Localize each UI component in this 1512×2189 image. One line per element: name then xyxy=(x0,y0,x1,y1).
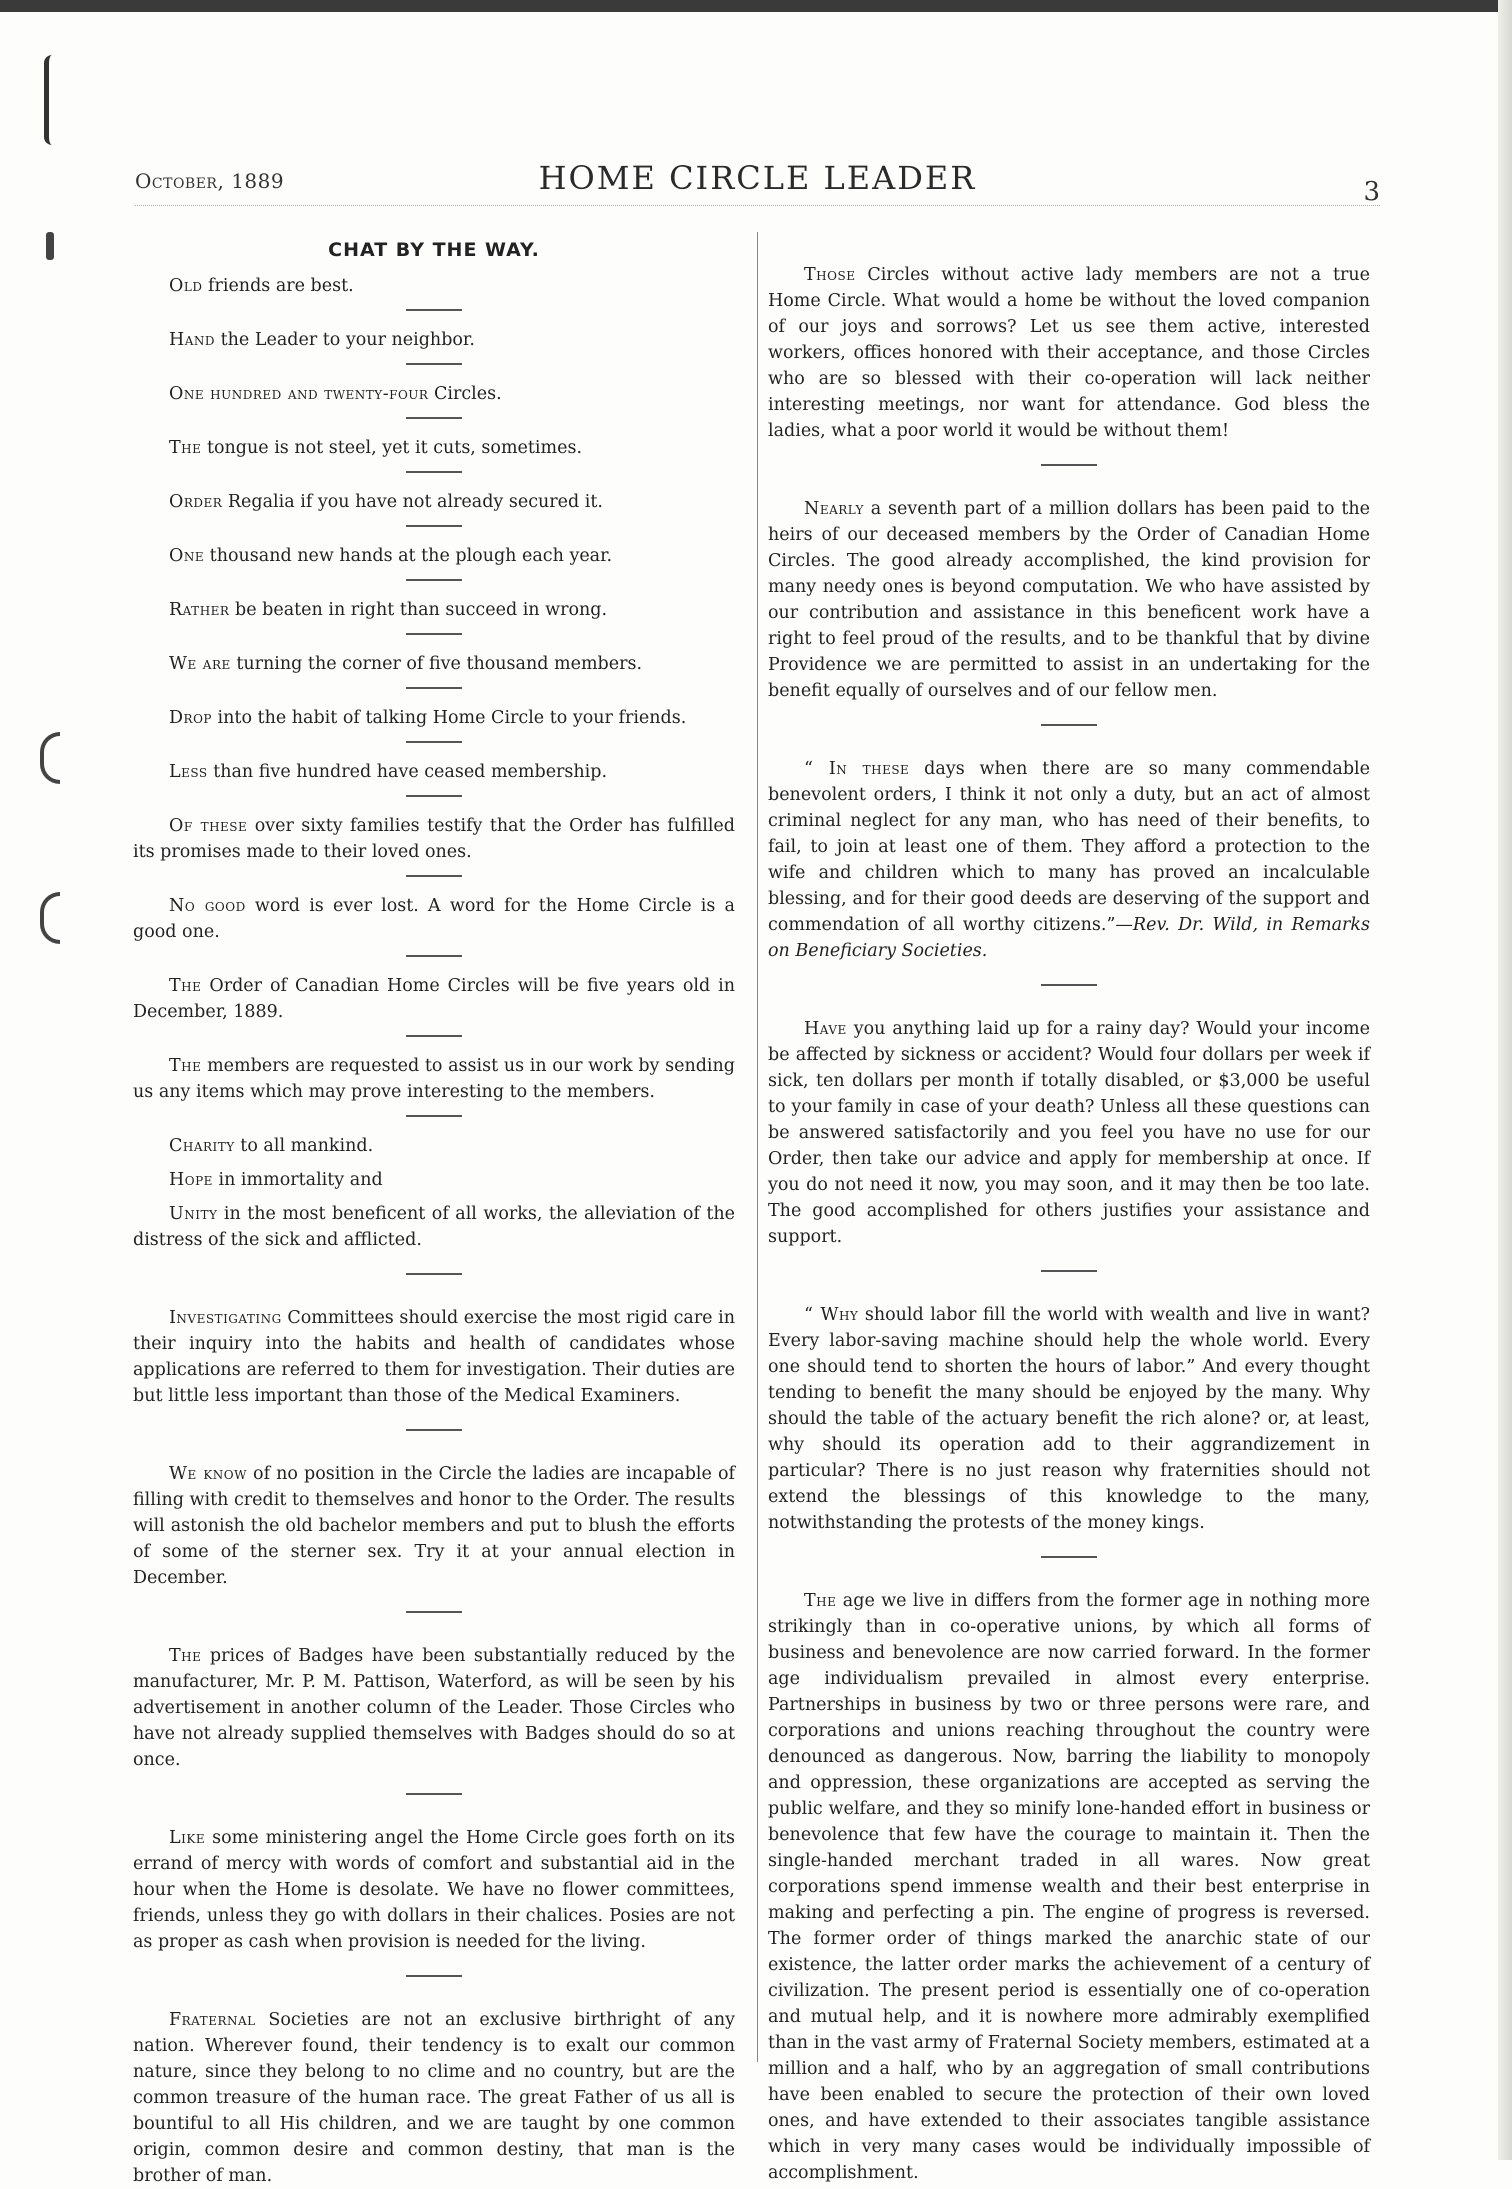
paragraph-lead: “ Why xyxy=(804,1305,859,1325)
paragraph-text: a seventh part of a million dollars has been paid to the heirs of our deceased members by the Order of Canadian Home Circles. The good already accomplished, the kind provision for many needy ones is beyond computation. We who have assisted by our contribution and assistance in this beneficent work have a right to feel proud of the results, and to be thankful that by divine Providence we are permitted to assist in an undertaking for the benefit equally of ourselves and of our fellow men. xyxy=(768,499,1370,701)
paragraph xyxy=(133,2007,735,2189)
paragraph-lead: Less xyxy=(169,762,208,782)
page-header xyxy=(135,155,1380,207)
binding-hole xyxy=(40,892,60,944)
paragraph-text: to all mankind. xyxy=(234,1136,374,1156)
paragraph-text: some ministering angel the Home Circle goes forth on its errand of mercy with words of comfort and substantial aid in the hour when the Home is desolate. We have no flower committees, friends, unless they go with dollars in their chalices. Posies are not as proper as cash when provision is needed for the living. xyxy=(133,1828,735,1952)
column-divider xyxy=(757,232,758,2062)
publication-title: HOME CIRCLE LEADER xyxy=(538,159,977,197)
paragraph xyxy=(133,813,735,865)
separator-rule xyxy=(406,1035,462,1037)
paragraph-lead: Unity xyxy=(169,1204,218,1224)
paragraph xyxy=(133,759,735,785)
separator-rule xyxy=(1041,984,1097,986)
paragraph xyxy=(768,756,1370,964)
paragraph-text: thousand new hands at the plough each year. xyxy=(204,546,613,566)
paragraph xyxy=(133,973,735,1025)
paragraph-lead: Drop xyxy=(169,708,212,728)
paragraph-text: the Leader to your neighbor. xyxy=(215,330,475,350)
separator-rule xyxy=(406,1793,462,1795)
separator-rule xyxy=(406,875,462,877)
paragraph-lead: We know xyxy=(169,1464,247,1484)
paragraph-text: in immortality and xyxy=(212,1170,383,1190)
paragraph-text: days when there are so many commendable benevolent orders, I think it not only a duty, but an act of almost criminal neglect for any man, who has need of their benefits, to fail, to join at least one of them. They afford a protection to the wife and children which to many has proved an incalculable blessing, and for their good deeds are deserving of the support and commendation of all worthy citizens.” xyxy=(768,759,1370,935)
paragraph-lead: Hand xyxy=(169,330,216,350)
paragraph-lead: The xyxy=(169,1056,202,1076)
paragraph-text: age we live in differs from the former age in nothing more strikingly than in co-operative unions, by which all forms of business and benevolence are now carried forward. In the former age individualism prevailed in almost every enterprise. Partnerships in business by two or three persons were rare, and corporations and unions reaching throughout the country were denounced as dangerous. Now, barring the liability to monopoly and oppression, these organizations are accepted as serving the public welfare, and they so minify lone-handed effort in business or benevolence that few have the courage to maintain it. Then the single-handed merchant traded in all wares. Now great corporations spend immense wealth and their best enterprise in making and perfecting a pin. The engine of progress is reversed. The former order of things marked the anarchic state of our existence, the latter order marks the achievement of a century of civilization. The present period is essentially one of co-operation and mutual help, and it is nowhere more admirably exemplified than in the vast army of Fraternal Society members, estimated at a million and a half, who by an aggregation of small contributions have been enabled to secure the protection of their own loved ones, and have extended to their associates tangible assistance which in very many cases would be individually impossible of accomplishment. xyxy=(768,1591,1370,2183)
paragraph xyxy=(768,1016,1370,1250)
header-rule xyxy=(135,205,1380,206)
separator-rule xyxy=(406,687,462,689)
paragraph-text: members are requested to assist us in our work by sending us any items which may prove interesting to the members. xyxy=(133,1056,735,1102)
paragraph xyxy=(133,893,735,945)
paragraph xyxy=(133,597,735,623)
paragraph xyxy=(133,327,735,353)
paragraph-text: word is ever lost. A word for the Home Circle is a good one. xyxy=(133,896,735,942)
paragraph-text: you anything laid up for a rainy day? Would your income be affected by sickness or accident? Would four dollars per week if sick, ten dollars per month if totally disabled, or $3,000 be useful to your family in case of your death? Unless all these questions can be answered satisfactorily and you feel you have no use for our Order, then take our advice and apply for membership at once. If you do not need it now, you may soon, and it may then be too late. The good accomplished for others justifies your assistance and support. xyxy=(768,1019,1370,1247)
paragraph xyxy=(133,1305,735,1409)
left-column xyxy=(133,232,735,2189)
paragraph-lead: One xyxy=(169,546,205,566)
separator-rule xyxy=(406,1273,462,1275)
separator-rule xyxy=(1041,464,1097,466)
separator-rule xyxy=(406,1429,462,1431)
paragraph-lead: Order xyxy=(169,492,223,512)
paragraph xyxy=(133,1825,735,1955)
paragraph-lead: Like xyxy=(169,1828,206,1848)
separator-rule xyxy=(406,471,462,473)
quote-attribution: —Rev. Dr. Wild, in Remarks on Beneficiary Societies. xyxy=(768,915,1370,961)
paragraph-lead: Investigating xyxy=(169,1308,282,1328)
separator-rule xyxy=(406,955,462,957)
paragraph xyxy=(768,496,1370,704)
separator-rule xyxy=(1041,724,1097,726)
separator-rule xyxy=(406,1975,462,1977)
separator-rule xyxy=(406,309,462,311)
paragraph-text: into the habit of talking Home Circle to your friends. xyxy=(211,708,687,728)
paragraph xyxy=(768,1302,1370,1536)
paragraph-lead: Charity xyxy=(169,1136,235,1156)
paragraph xyxy=(133,435,735,461)
paragraph-lead: The xyxy=(169,1646,202,1666)
paragraph-text: Regalia if you have not already secured it. xyxy=(222,492,603,512)
separator-rule xyxy=(1041,1556,1097,1558)
separator-rule xyxy=(406,525,462,527)
paragraph xyxy=(133,543,735,569)
paragraph-lead: Old xyxy=(169,276,203,296)
paragraph-text: over sixty families testify that the Order has fulfilled its promises made to their loved ones. xyxy=(133,816,735,862)
binding-mark xyxy=(44,55,61,145)
page-right-edge xyxy=(1498,0,1512,2160)
paragraph-lead: Fraternal xyxy=(169,2010,256,2030)
paragraph-text: in the most beneficent of all works, the alleviation of the distress of the sick and afflicted. xyxy=(133,1204,735,1250)
paragraph-text: turning the corner of five thousand members. xyxy=(230,654,643,674)
paragraph xyxy=(133,273,735,299)
paragraph-text: Circles. xyxy=(428,384,502,404)
paragraph-lead: Have xyxy=(804,1019,847,1039)
paragraph xyxy=(133,1053,735,1105)
paragraph-lead: Of these xyxy=(169,816,248,836)
binding-mark xyxy=(46,232,54,260)
separator-rule xyxy=(406,633,462,635)
paragraph-text: tongue is not steel, yet it cuts, sometimes. xyxy=(201,438,583,458)
section-heading: CHAT BY THE WAY. xyxy=(328,239,540,261)
paragraph-lead: No good xyxy=(169,896,246,916)
paragraph-lead: “ In these xyxy=(804,759,910,779)
paragraph-text: prices of Badges have been substantially reduced by the manufacturer, Mr. P. M. Pattison, Waterford, as will be seen by his advertisement in another column of the Leader. Those Circles who have not already supplied themselves with Badges should do so at once. xyxy=(133,1646,735,1770)
page-number: 3 xyxy=(1363,177,1380,207)
separator-rule xyxy=(406,363,462,365)
paragraph xyxy=(768,262,1370,444)
paragraph-lead: Rather xyxy=(169,600,230,620)
paragraph-text: Order of Canadian Home Circles will be five years old in December, 1889. xyxy=(133,976,735,1022)
paragraph-text: friends are best. xyxy=(202,276,354,296)
paragraph-text: should labor fill the world with wealth and live in want? Every labor-saving machine should help the whole world. Every one should tend to shorten the hours of labor.” And every thought tending to benefit the many should be enjoyed by the many. Why should the table of the actuary benefit the rich alone? or, at least, why should its operation add to their aggrandizement in particular? There is no just reason why fraternities should not extend the blessings of this knowledge to the many, notwithstanding the protests of the money kings. xyxy=(768,1305,1371,1533)
paragraph xyxy=(133,489,735,515)
paragraph-lead: The xyxy=(169,438,202,458)
right-column xyxy=(768,232,1370,2186)
paragraph-text: Committees should exercise the most rigid care in their inquiry into the habits and health of candidates whose applications are referred to them for investigation. Their duties are but little less important than those of the Medical Examiners. xyxy=(133,1308,735,1406)
paragraph xyxy=(133,1133,735,1159)
paragraph-lead: The xyxy=(804,1591,837,1611)
binding-hole xyxy=(40,732,60,784)
paragraph-text: Circles without active lady members are not a true Home Circle. What would a home be without the loved companion of our joys and sorrows? Let us see them active, interested workers, offices honored with their acceptance, and those Circles who are so blessed with their co-operation will lack neither interesting meetings, nor want for attendance. God bless the ladies, what a poor world it would be without them! xyxy=(768,265,1370,441)
scan-top-border xyxy=(0,0,1512,12)
paragraph-lead: Nearly xyxy=(804,499,864,519)
separator-rule xyxy=(1041,1270,1097,1272)
paragraph xyxy=(133,381,735,407)
separator-rule xyxy=(406,417,462,419)
paragraph-lead: We are xyxy=(169,654,231,674)
paragraph xyxy=(133,705,735,731)
paragraph xyxy=(768,1588,1370,2186)
separator-rule xyxy=(406,1115,462,1117)
paragraph-text: be beaten in right than succeed in wrong. xyxy=(229,600,608,620)
paragraph-text: than five hundred have ceased membership. xyxy=(207,762,608,782)
paragraph-lead: The xyxy=(169,976,202,996)
paragraph-lead: One hundred and twenty-four xyxy=(169,384,429,404)
separator-rule xyxy=(406,795,462,797)
issue-date: October, 1889 xyxy=(135,169,285,193)
separator-rule xyxy=(406,741,462,743)
paragraph xyxy=(133,1167,735,1193)
separator-rule xyxy=(406,1611,462,1613)
paragraph-lead: Hope xyxy=(169,1170,213,1190)
paragraph xyxy=(133,1201,735,1253)
paragraph-lead: Those xyxy=(804,265,856,285)
separator-rule xyxy=(406,579,462,581)
paragraph xyxy=(133,1461,735,1591)
paragraph xyxy=(133,1643,735,1773)
paragraph-text: of no position in the Circle the ladies are incapable of filling with credit to themselves and honor to the Order. The results will astonish the old bachelor members and put to blush the efforts of some of the sterner sex. Try it at your annual election in December. xyxy=(133,1464,735,1588)
paragraph-text: Societies are not an exclusive birthright of any nation. Wherever found, their tendency is to exalt our common nature, since they belong to no clime and no country, but are the common treasure of the human race. The great Father of us all is bountiful to all His children, and we are taught by one common origin, common desire and common destiny, that man is the brother of man. xyxy=(133,2010,735,2186)
paragraph xyxy=(133,651,735,677)
